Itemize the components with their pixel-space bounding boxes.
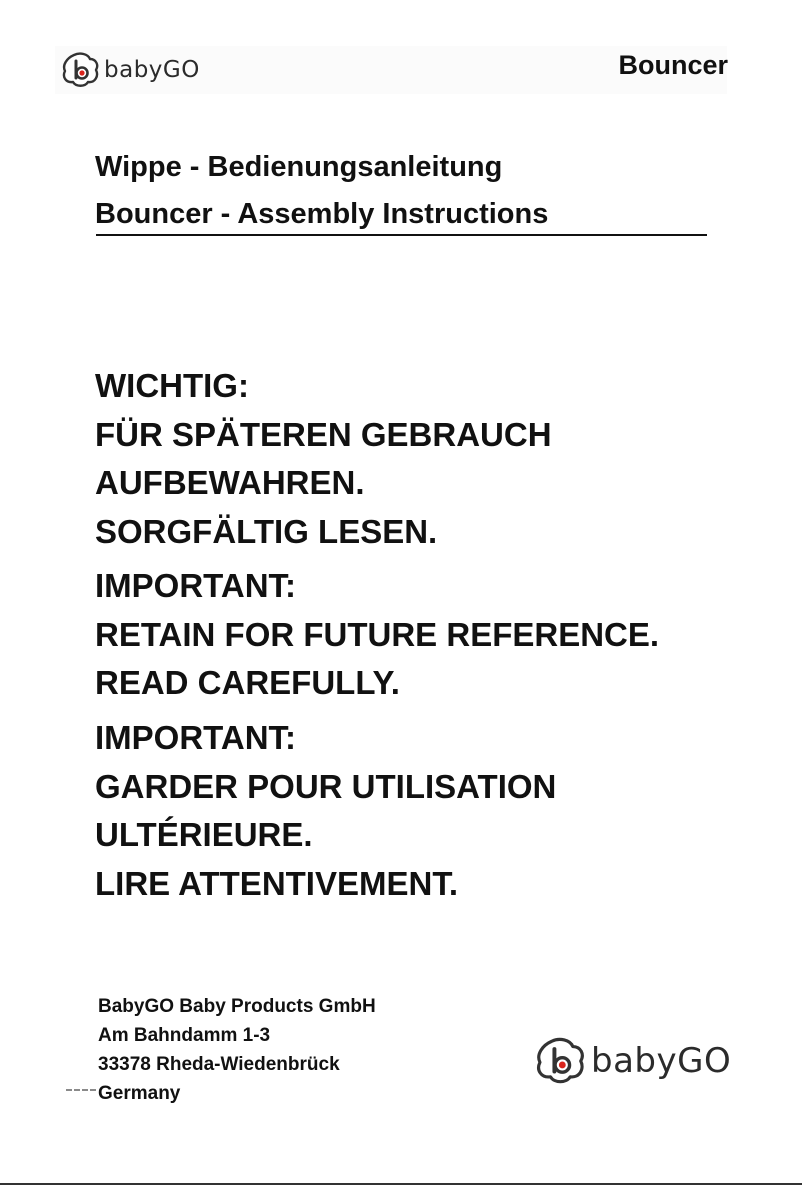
notice-line: READ CAREFULLY. [95, 664, 400, 701]
notice-line: GARDER POUR UTILISATION [95, 767, 557, 805]
company-address [98, 992, 376, 1108]
brand-logo [62, 52, 200, 88]
company-street: Am Bahndamm 1-3 [98, 1025, 271, 1046]
notice-line: IMPORTANT: [95, 567, 297, 604]
footer-wordmark: babyGO [591, 1041, 732, 1081]
notice-line: LIRE ATTENTIVEMENT. [95, 864, 458, 902]
title-english: Bouncer - Assembly Instructions [95, 198, 549, 230]
notice-english [95, 562, 735, 708]
babygo-logo-icon [536, 1036, 586, 1086]
product-title: Bouncer [618, 50, 728, 80]
notice-line: FÜR SPÄTEREN GEBRAUCH [95, 415, 552, 453]
notice-french [95, 714, 735, 908]
babygo-logo-icon [62, 52, 100, 88]
company-city: 33378 Rheda-Wiedenbrück [98, 1054, 340, 1075]
notice-line: RETAIN FOR FUTURE REFERENCE. [95, 615, 660, 653]
document-title [95, 144, 707, 238]
notice-line: WICHTIG: [95, 367, 249, 404]
title-german: Wippe - Bedienungsanleitung [95, 151, 503, 183]
brand-wordmark: babyGO [104, 57, 200, 83]
notice-german [95, 362, 735, 556]
notice-line: SORGFÄLTIG LESEN. [95, 512, 438, 550]
dash-mark [66, 1089, 96, 1093]
notice-line: ULTÉRIEURE. [95, 816, 313, 853]
company-name: BabyGO Baby Products GmbH [98, 996, 376, 1017]
title-divider [96, 234, 707, 236]
notice-line: IMPORTANT: [95, 719, 297, 756]
notice-line: AUFBEWAHREN. [95, 464, 365, 501]
company-country: Germany [98, 1083, 181, 1104]
footer-logo [536, 1036, 731, 1086]
